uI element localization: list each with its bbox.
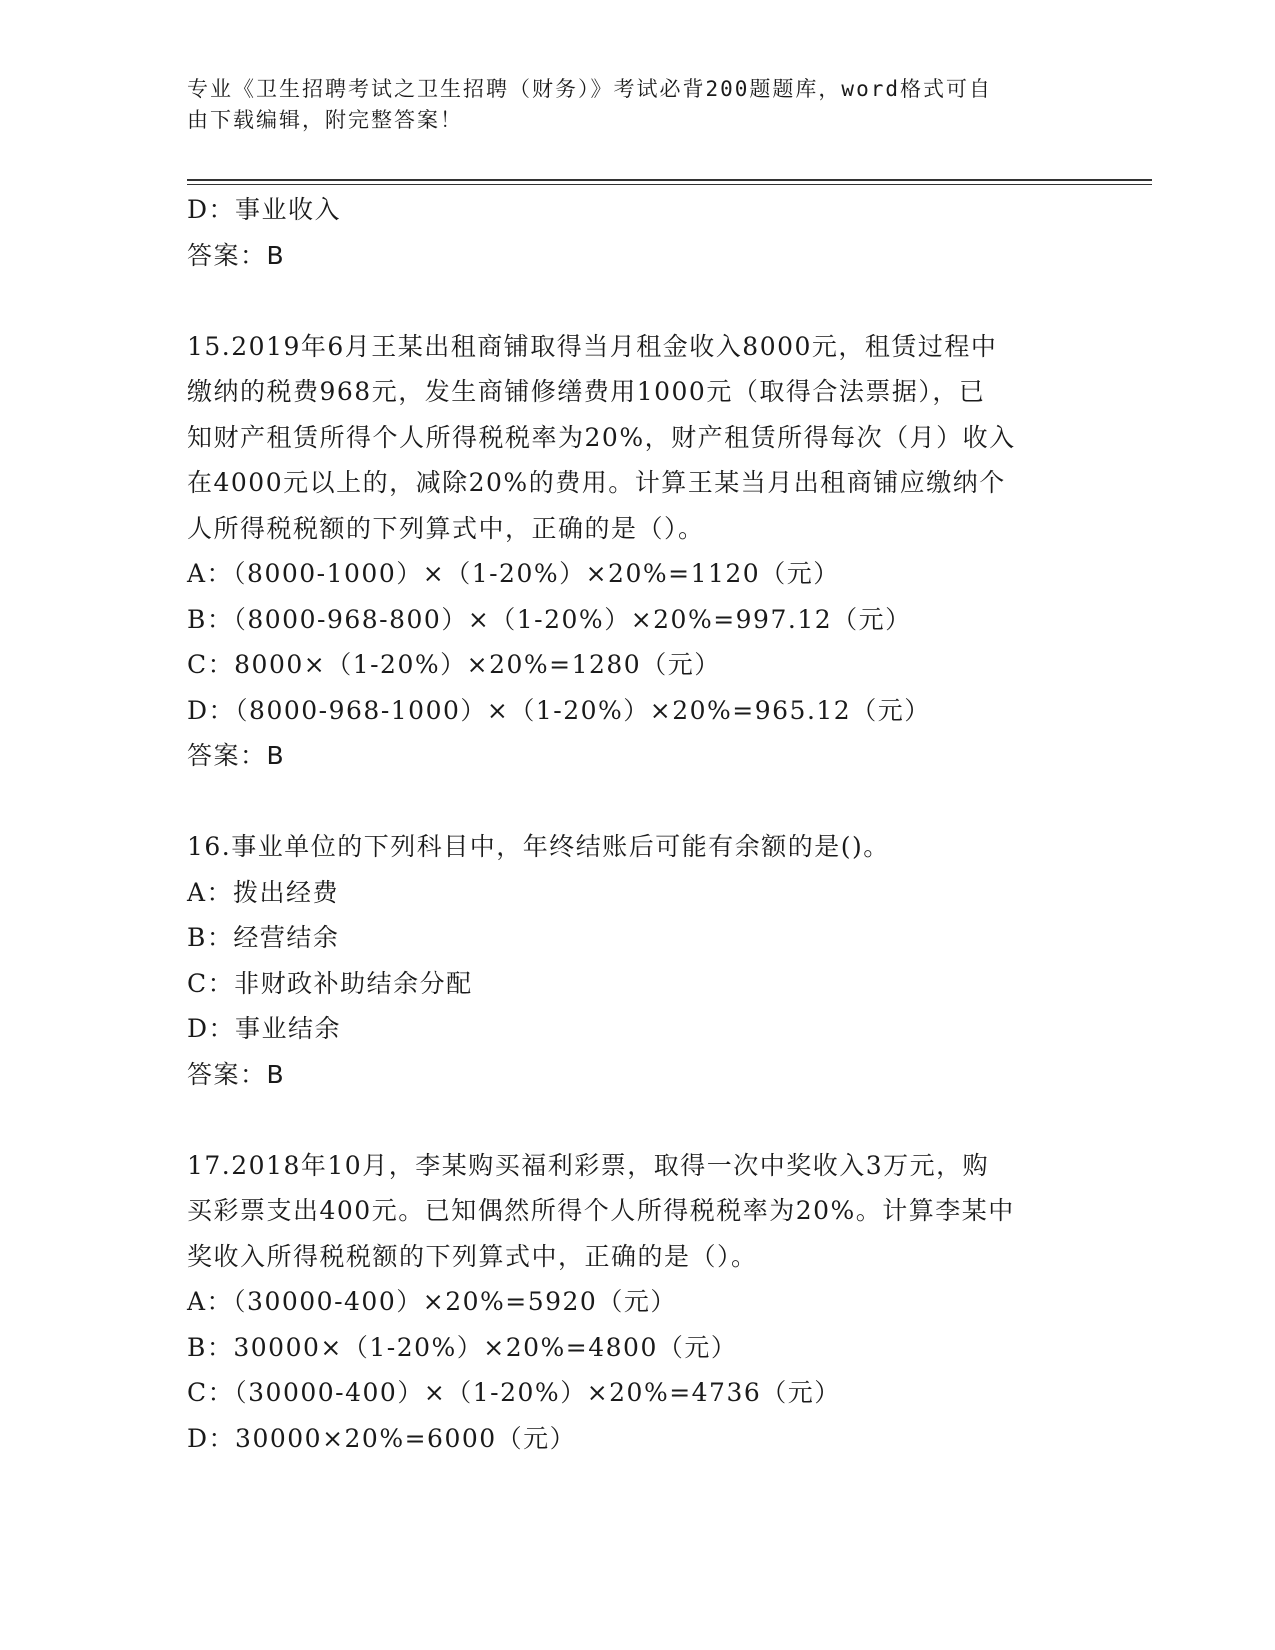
q17-option-a: A：（30000-400）×20%=5920（元） [187, 1287, 677, 1316]
question-content [187, 187, 1087, 1461]
q16-option-c: C：非财政补助结余分配 [187, 968, 473, 998]
q16-stem-line: 16.事业单位的下列科目中，年终结账后可能有余额的是()。 [187, 832, 890, 861]
q15-stem-line: 缴纳的税费968元，发生商铺修缮费用1000元（取得合法票据），已 [187, 377, 986, 406]
q15-stem-line: 人所得税税额的下列算式中，正确的是（）。 [187, 513, 705, 543]
question-17 [187, 1143, 1087, 1462]
q15-option-d: D：（8000-968-1000）×（1-20%）×20%=965.12（元） [187, 695, 931, 725]
q17-option-d: D：30000×20%=6000（元） [187, 1423, 577, 1453]
q17-stem-line: 17.2018年10月，李某购买福利彩票，取得一次中奖收入3万元，购 [187, 1150, 990, 1180]
question-16 [187, 824, 1087, 1097]
header-line-1: 专业《卫生招聘考试之卫生招聘（财务）》考试必背200题题库，word格式可自 [187, 77, 992, 101]
question-15 [187, 324, 1087, 779]
prev-option-d: D：事业收入 [187, 195, 342, 224]
header-line-2: 由下载编辑，附完整答案！ [187, 108, 463, 132]
q15-option-c: C：8000×（1-20%）×20%=1280（元） [187, 650, 721, 679]
q17-option-b: B：30000×（1-20%）×20%=4800（元） [187, 1332, 738, 1362]
q17-stem-line: 买彩票支出400元。已知偶然所得个人所得税税率为20%。计算李某中 [187, 1196, 1015, 1225]
document-header [187, 74, 1067, 136]
q16-option-b: B：经营结余 [187, 923, 340, 952]
q15-option-a: A：（8000-1000）×（1-20%）×20%=1120（元） [187, 559, 840, 588]
header-divider-thick [187, 179, 1152, 181]
header-divider-thin [187, 184, 1152, 185]
q17-option-c: C：（30000-400）×（1-20%）×20%=4736（元） [187, 1378, 841, 1407]
q16-option-d: D：事业结余 [187, 1014, 342, 1043]
q17-stem-line: 奖收入所得税税额的下列算式中，正确的是（）。 [187, 1241, 758, 1271]
q16-option-a: A：拨出经费 [187, 877, 340, 907]
q15-stem-line: 在4000元以上的，减除20%的费用。计算王某当月出租商铺应缴纳个 [187, 468, 1006, 497]
q15-option-b: B：（8000-968-800）×（1-20%）×20%=997.12（元） [187, 604, 912, 634]
q15-answer: 答案：B [187, 741, 286, 770]
q15-stem-line: 知财产租赁所得个人所得税税率为20%，财产租赁所得每次（月）收入 [187, 422, 1016, 452]
q15-stem-line: 15.2019年6月王某出租商铺取得当月租金收入8000元，租赁过程中 [187, 331, 998, 361]
q16-answer: 答案：B [187, 1059, 286, 1089]
prev-answer: 答案：B [187, 240, 286, 270]
